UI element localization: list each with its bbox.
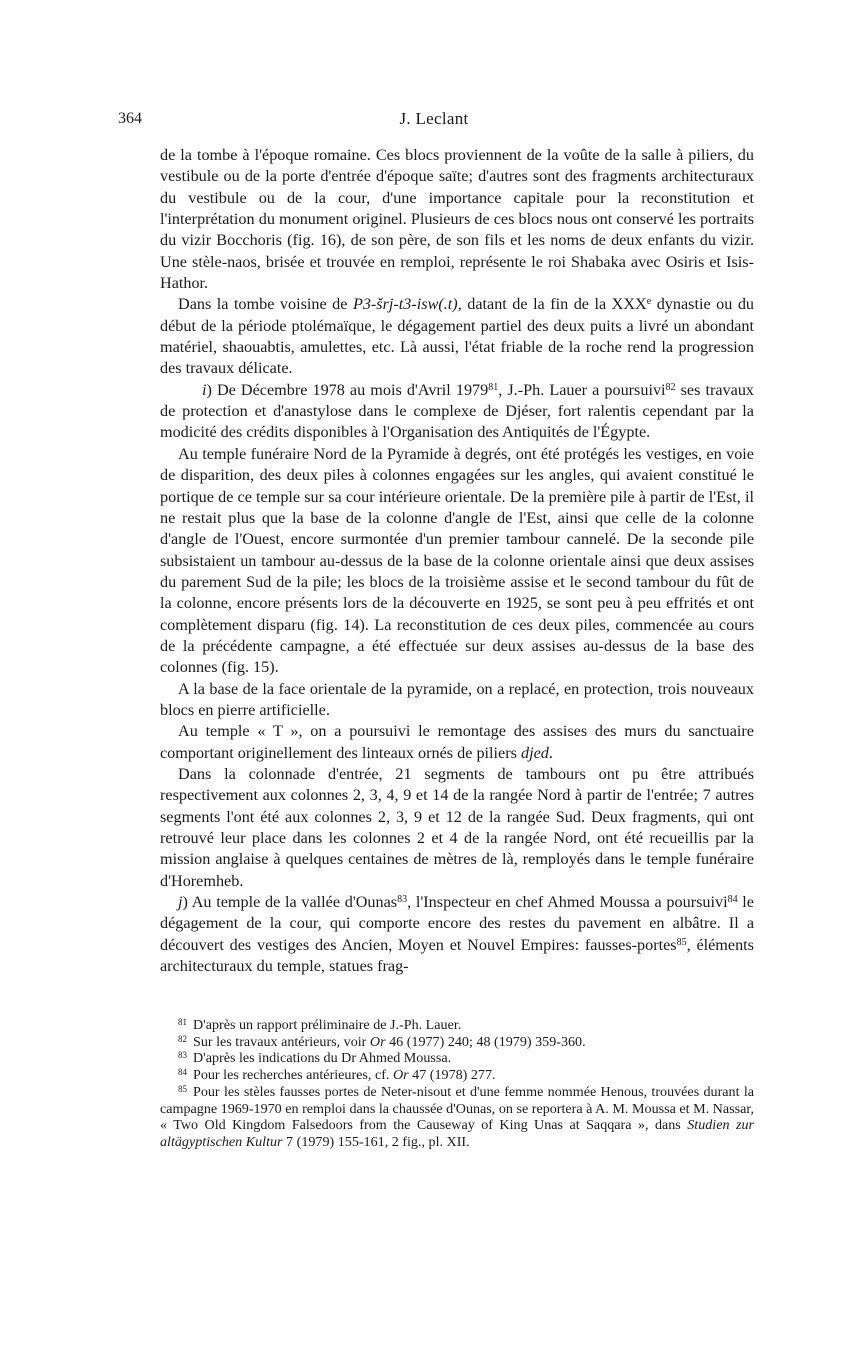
text-run: ) De Décembre 1978 au mois d'Avril 1979 — [206, 380, 489, 399]
text-run: , J.-Ph. Lauer a poursuivi — [498, 380, 666, 399]
text-run: D'après les indications du Dr Ahmed Moussa. — [193, 1050, 452, 1067]
footnote-number: 84 — [178, 1067, 187, 1078]
paragraph — [160, 721, 754, 764]
text-run: Sur les travaux antérieurs, voir — [193, 1033, 370, 1050]
text-run: , datant de la fin de la XXX — [457, 295, 647, 314]
text-run: Au temple « T », on a poursuivi le remontage des assises des murs du sanctuaire comportant originellement des linteaux ornés de piliers — [160, 722, 754, 762]
footnote-ref: 81 — [488, 381, 499, 393]
text-run: de la tombe à l'époque romaine. Ces blocs proviennent de la voûte de la salle à piliers, du vestibule ou de la porte d'entrée d'époque saïte; d'autres sont des fragments architecturaux du vestibule ou de la cour, d'une importance capitale pour la reconstitution et l'interprétation du monument originel. Plusieurs de ces blocs nous ont conservé les portraits du vizir Bocchoris (fig. 16), de son père, de son fils et les noms de deux enfants du vizir. Une stèle-naos, brisée et trouvée en remploi, représente le roi Shabaka avec Osiris et Isis-Hathor. — [160, 146, 754, 293]
text-run: ) Au temple de la vallée d'Ounas — [182, 893, 398, 912]
text-run: le dégagement de la cour, qui comporte encore des restes du pavement en albâtre. Il a découvert des vestiges des Ancien, Moyen et Nouvel Empires: fausses-portes — [160, 893, 754, 954]
text-run: , l'Inspecteur en chef Ahmed Moussa a poursuivi — [407, 893, 728, 912]
paragraph — [160, 444, 754, 679]
footnote-number: 81 — [178, 1017, 187, 1027]
paragraph — [160, 145, 754, 294]
footnote-ref: 84 — [727, 894, 738, 906]
footnote-number: 82 — [178, 1033, 187, 1044]
footnote — [160, 1067, 754, 1084]
text-run: Pour les stèles fausses portes de Neter-nisout et d'une femme nommée Henous, trouvées durant la campagne 1969-1970 en remploi dans la chaussée d'Ounas, on se reportera à A. M. Moussa et M. Nassar, « Two Old Kingdom Falsedoors from the Causeway of King Unas at Saqqara », dans — [160, 1083, 754, 1134]
text-run: ses travaux de protection et d'anastylose dans le complexe de Djéser, fort ralentis cependant par la modicité des crédits disponibles à l'Organisation des Antiquités de l'Égypte. — [160, 380, 755, 442]
body-text — [160, 145, 754, 977]
footnote — [160, 1017, 754, 1034]
footnote — [160, 1050, 754, 1067]
paragraph — [160, 294, 754, 379]
text-run: Dans la colonnade d'entrée, 21 segments de tambours ont pu être attribués respectivement aux colonnes 2, 3, 4, 9 et 14 de la rangée Nord à partir de l'entrée; 7 autres segments l'ont été aux colonnes 2, 3, 9 et 12 de la rangée Sud. Deux fragments, qui ont retrouvé leur place dans les colonnes 2 et 4 de la rangée Nord, ont été recueillis par la mission anglaise à quelques centaines de mètres de là, remployés dans le temple funéraire d'Horemheb. — [160, 764, 754, 890]
footnote-number: 83 — [178, 1050, 187, 1061]
footnote-ref: e — [646, 296, 652, 308]
page-number: 364 — [118, 110, 142, 127]
italic-text: Or — [369, 1033, 386, 1050]
text-run: dynastie ou du début de la période ptolémaïque, le dégagement partiel des deux puits a livré un abondant matériel, shaouabtis, amulettes, etc. Là aussi, l'état friable de la roche rend la progression des travaux délicate. — [160, 295, 755, 378]
text-run: Pour les recherches antérieures, cf. — [193, 1067, 393, 1084]
italic-text: P3-šrj-t3-isw(.t) — [352, 295, 458, 314]
running-title: J. Leclant — [399, 109, 469, 128]
footnote — [160, 1084, 754, 1151]
footnote-ref: 83 — [397, 894, 408, 906]
italic-text: Studien zur altägyptischen Kultur — [160, 1117, 754, 1150]
text-run: D'après un rapport préliminaire de J.-Ph. Lauer. — [193, 1017, 462, 1033]
paragraph — [160, 764, 754, 892]
text-run: . — [548, 743, 553, 762]
text-run: , éléments architecturaux du temple, statues frag- — [160, 935, 754, 976]
paragraph — [160, 892, 754, 977]
text-run: 47 (1978) 277. — [408, 1067, 496, 1084]
footnotes — [160, 1017, 754, 1151]
text-run: Au temple funéraire Nord de la Pyramide à degrés, ont été protégés les vestiges, en voie de disparition, des deux piles à colonnes engagées sur les angles, qui avaient constitué le portique de ce temple sur sa cour intérieure orientale. De la première pile à partir de l'Est, il ne restait plus que la base de la colonne d'angle de l'Est, ainsi que celle de la colonne d'angle de l'Ouest, encore surmontée d'un premier tambour cannelé. De la seconde pile subsistaient un tambour au-dessus de la base de la colonne orientale ainsi que deux assises du parement Sud de la pile; les blocs de la troisième assise et le second tambour du fût de la colonne, encore présents lors de la découverte en 1925, se sont peu à peu effrités et ont complètement disparu (fig. 14). La reconstitution de ces deux piles, commencée au cours de la précédente campagne, a été effectuée sur deux assises au-dessus de la base des colonnes (fig. 15). — [160, 444, 754, 677]
text-run: 7 (1979) 155-161, 2 fig., pl. XII. — [282, 1133, 470, 1150]
italic-text: i — [202, 380, 207, 399]
footnote — [160, 1034, 754, 1051]
text-run: 46 (1977) 240; 48 (1979) 359-360. — [385, 1033, 586, 1050]
italic-text: Or — [392, 1067, 409, 1084]
text-run: A la base de la face orientale de la pyramide, on a replacé, en protection, trois nouveaux blocs en pierre artificielle. — [160, 679, 754, 719]
text-run: Dans la tombe voisine de — [178, 295, 353, 314]
footnote-ref: 82 — [665, 381, 676, 393]
paragraph — [160, 380, 754, 444]
paragraph — [160, 679, 754, 722]
italic-text: djed — [520, 743, 549, 762]
footnote-ref: 85 — [676, 936, 687, 948]
footnote-number: 85 — [178, 1083, 187, 1094]
italic-text: j — [178, 893, 183, 912]
